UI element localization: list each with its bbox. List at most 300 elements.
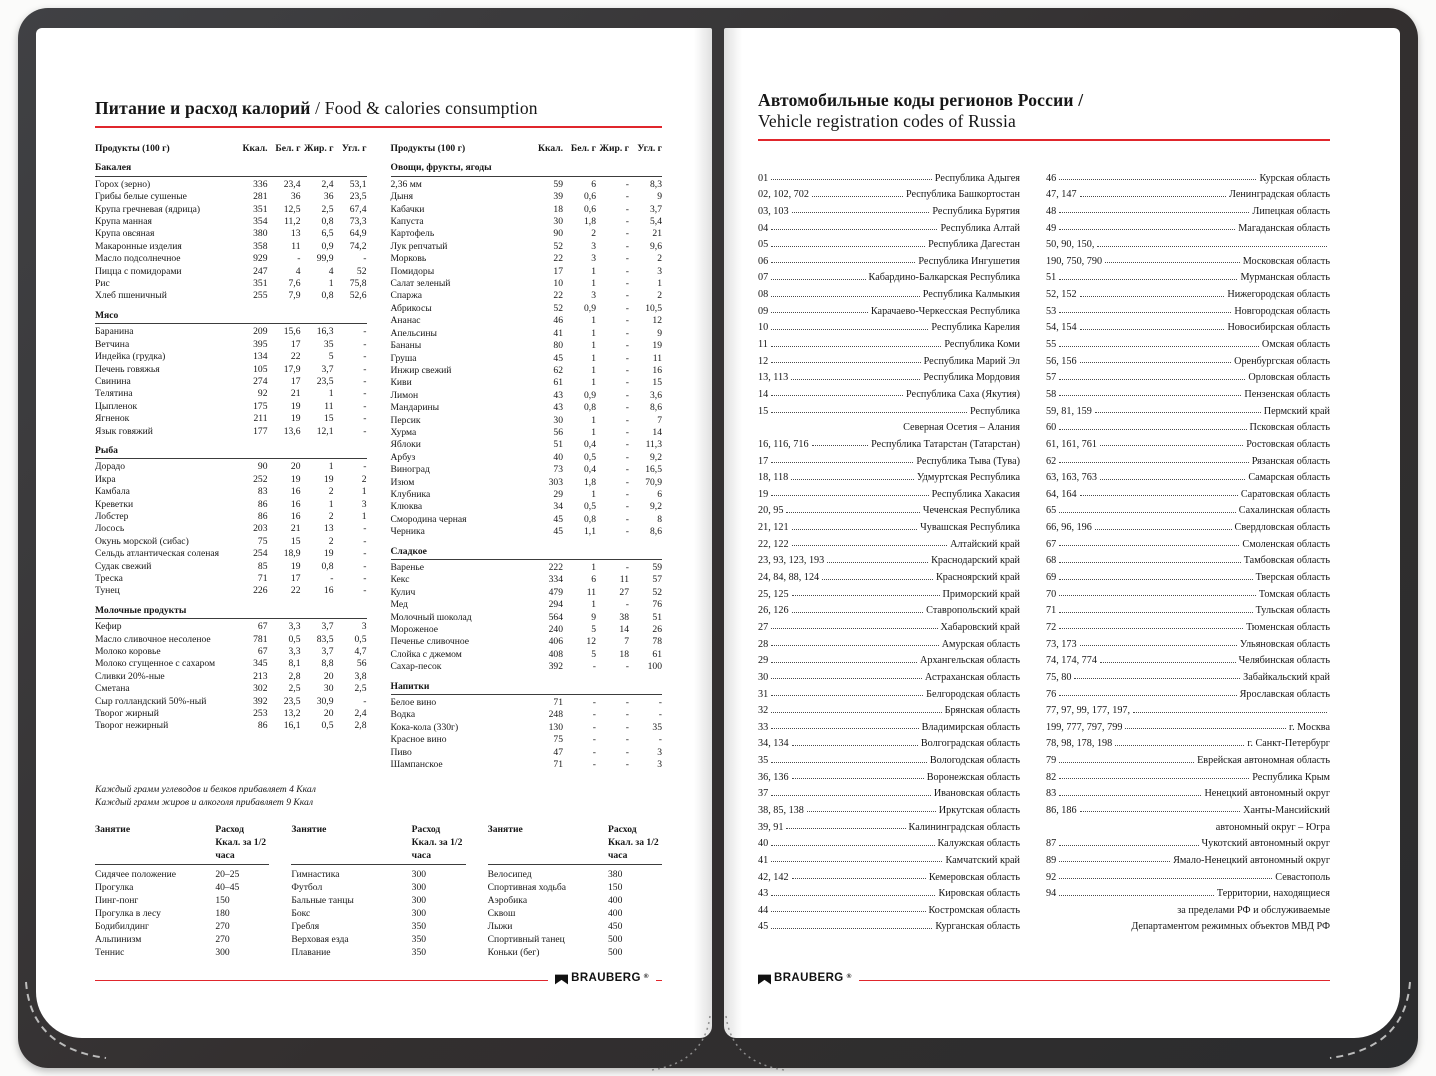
dotted-leader — [771, 762, 927, 763]
code-line — [1046, 516, 1330, 533]
food-value: 0,9 — [584, 389, 596, 401]
food-value: 240 — [548, 624, 563, 636]
food-name: Персик — [390, 414, 421, 426]
dotted-leader — [1100, 662, 1236, 663]
activity-name: Аэробика — [487, 894, 528, 906]
code-line — [1046, 433, 1330, 450]
region-name: Республика Саха (Якутия) — [906, 388, 1020, 400]
activity-value: 380 — [607, 868, 623, 880]
food-value: 56 — [553, 426, 563, 438]
food-value: 3 — [657, 759, 662, 771]
activity-name: Сидячее положение — [95, 868, 177, 880]
food-value: - — [658, 709, 662, 721]
code-line — [1046, 450, 1330, 467]
dotted-leader — [1080, 196, 1226, 197]
dotted-leader — [771, 728, 918, 729]
food-name: Крупа овсяная — [95, 228, 155, 240]
food-value: 351 — [253, 203, 268, 215]
food-value: 2,5 — [321, 203, 334, 215]
activity-row — [95, 881, 269, 894]
region-name: Кабардино-Балкарская Республика — [868, 272, 1020, 284]
food-row — [391, 315, 663, 327]
region-name: Ростовская область — [1246, 438, 1330, 450]
region-code: 08 — [758, 289, 769, 301]
region-name: Республика Хакасия — [931, 488, 1020, 500]
food-section-title: Мясо — [95, 310, 367, 324]
brauberg-wordmark: BRAUBERG — [774, 972, 844, 984]
food-value: 303 — [548, 476, 563, 488]
activity-value: 500 — [607, 946, 623, 958]
food-value: - — [363, 338, 367, 350]
dotted-leader — [791, 379, 920, 380]
food-value: 21 — [652, 228, 662, 240]
food-value: 2,5 — [354, 683, 367, 695]
region-code: 01 — [758, 172, 769, 184]
code-line — [758, 533, 1020, 550]
food-name: Арбуз — [390, 451, 416, 463]
food-value: - — [625, 513, 629, 525]
code-line — [758, 433, 1020, 450]
food-value: 209 — [253, 326, 268, 338]
food-value: - — [625, 228, 629, 240]
region-code: 34, 134 — [758, 738, 789, 750]
food-table-header — [391, 143, 663, 155]
food-name: Кефир — [95, 621, 122, 633]
food-value: 46 — [553, 315, 563, 327]
food-row — [95, 179, 367, 191]
food-row — [391, 489, 663, 501]
code-line — [758, 650, 1020, 667]
code-line — [758, 716, 1020, 733]
region-code: 54, 154 — [1046, 322, 1077, 334]
region-name: Брянская область — [944, 705, 1020, 717]
food-value: - — [625, 661, 629, 673]
region-name: Тюменская область — [1246, 621, 1330, 633]
region-code: 07 — [758, 272, 769, 284]
code-line — [1046, 566, 1330, 583]
food-name: Телятина — [95, 388, 133, 400]
code-line — [1046, 467, 1330, 484]
food-value: 16 — [323, 585, 334, 597]
food-row — [95, 290, 367, 302]
region-name: Амурская область — [941, 638, 1020, 650]
food-value: 19 — [290, 400, 301, 412]
code-line — [1046, 350, 1330, 367]
code-line — [758, 516, 1020, 533]
right-page-title-en: Vehicle registration codes of Russia — [758, 111, 1016, 131]
food-value: 1 — [361, 510, 367, 522]
food-value: - — [625, 377, 629, 389]
food-value: 17 — [290, 375, 301, 387]
food-value: 12,1 — [316, 425, 334, 437]
food-value: 22 — [553, 253, 563, 265]
food-value: 19 — [290, 413, 301, 425]
food-value: - — [363, 425, 367, 437]
food-value: 0,5 — [584, 451, 596, 463]
region-code: 57 — [1046, 372, 1057, 384]
food-row — [391, 191, 663, 203]
food-value: 3 — [657, 746, 662, 758]
dotted-leader — [1059, 895, 1214, 896]
dotted-leader — [1059, 778, 1249, 779]
region-code: 76 — [1046, 688, 1057, 700]
activity-name: Прогулка в лесу — [95, 907, 161, 919]
food-value: 105 — [253, 363, 268, 375]
food-name: Ананас — [390, 315, 421, 327]
food-value: 6 — [591, 178, 596, 190]
activity-name: Велосипед — [487, 868, 532, 880]
food-value: 0,6 — [584, 203, 596, 215]
food-value: 90 — [553, 228, 563, 240]
code-line — [1046, 333, 1330, 350]
food-value: 211 — [253, 413, 268, 425]
food-value: 27 — [619, 586, 629, 598]
food-value: 345 — [253, 658, 268, 670]
brauberg-wordmark: BRAUBERG — [571, 972, 641, 984]
activity-header-value: Расход Ккал. за 1/2 часа — [411, 823, 463, 861]
code-line — [758, 583, 1020, 600]
food-value: 75 — [257, 535, 268, 547]
food-value: 59 — [553, 178, 563, 190]
food-value: 30 — [323, 683, 334, 695]
dotted-leader — [791, 479, 914, 480]
region-code: 190, 750, 790 — [1046, 255, 1103, 267]
food-name: Язык говяжий — [95, 425, 153, 437]
food-value: - — [625, 562, 629, 573]
region-name: Смоленская область — [1242, 538, 1330, 550]
food-row — [95, 216, 367, 228]
food-row — [95, 461, 367, 473]
code-line — [758, 916, 1020, 933]
food-name: Клубника — [390, 488, 431, 500]
code-line — [758, 283, 1020, 300]
dotted-leader — [792, 778, 924, 779]
region-code: 56, 156 — [1046, 355, 1077, 367]
food-value: 52 — [553, 302, 563, 314]
code-line — [758, 483, 1020, 500]
food-name: Водка — [390, 709, 416, 721]
food-row — [95, 278, 367, 290]
food-value: 15 — [652, 377, 662, 389]
region-name: Ивановская область — [933, 788, 1020, 800]
region-code: 77, 97, 99, 177, 197, — [1046, 705, 1131, 717]
food-value: 11 — [324, 400, 334, 412]
activity-name: Сквош — [487, 907, 516, 919]
dotted-leader — [771, 928, 932, 929]
code-line — [758, 566, 1020, 583]
region-name: Ярославская область — [1239, 688, 1330, 700]
dotted-leader — [1125, 728, 1286, 729]
left-title-red-rule — [95, 126, 662, 128]
region-code: 73, 173 — [1046, 638, 1077, 650]
food-value: 247 — [253, 265, 268, 277]
region-code: 70 — [1046, 588, 1057, 600]
food-value: 12,5 — [283, 203, 301, 215]
food-row — [95, 671, 367, 683]
food-name: Молоко коровье — [95, 646, 161, 658]
dotted-leader — [771, 845, 934, 846]
food-value: 73,3 — [349, 216, 367, 228]
food-value: 479 — [548, 586, 563, 598]
food-value: 0,5 — [354, 633, 367, 645]
dotted-leader — [792, 595, 940, 596]
food-value: - — [625, 697, 629, 709]
food-name: Груша — [390, 352, 417, 364]
food-value: 3 — [361, 621, 367, 633]
region-code: 48 — [1046, 205, 1057, 217]
region-code: 16, 116, 716 — [758, 438, 809, 450]
calorie-note-2: Каждый грамм жиров и алкоголя прибавляет 9 Ккал — [95, 797, 314, 808]
region-code: 46 — [1046, 172, 1057, 184]
food-name: Свинина — [95, 375, 131, 387]
region-code: 17 — [758, 455, 769, 467]
food-value: 294 — [548, 599, 563, 611]
food-value: - — [363, 388, 367, 400]
food-value: 5 — [591, 648, 596, 660]
dotted-leader — [1095, 529, 1232, 530]
food-value: 10 — [553, 278, 563, 290]
food-value: 9 — [657, 191, 662, 203]
food-value: 0,8 — [584, 402, 596, 414]
food-name: Кока-кола (330г) — [390, 721, 459, 733]
food-value: 13 — [290, 228, 301, 240]
food-name: 2,36 мм — [390, 178, 422, 190]
left-page-title-en: / Food & calories consumption — [310, 98, 538, 118]
code-line — [1046, 367, 1330, 384]
food-value: 0,9 — [584, 302, 596, 314]
food-value: 5,4 — [650, 216, 662, 228]
code-line — [758, 317, 1020, 334]
food-value: 274 — [253, 375, 268, 387]
activity-header — [488, 823, 662, 865]
food-value: 2,8 — [288, 670, 301, 682]
food-value: 86 — [257, 498, 268, 510]
food-name: Баранина — [95, 326, 134, 338]
food-header-value: Жир. г — [599, 143, 629, 154]
dotted-leader — [771, 395, 903, 396]
food-name: Киви — [390, 377, 412, 389]
code-line — [758, 300, 1020, 317]
food-header-value: Ккал. — [537, 143, 563, 154]
region-code: 27 — [758, 621, 769, 633]
food-value: - — [625, 709, 629, 721]
food-header-value: Бел. г — [570, 143, 596, 154]
activity-row — [291, 894, 465, 907]
region-code: 13, 113 — [758, 372, 789, 384]
food-name: Капуста — [390, 216, 424, 228]
region-code: 49 — [1046, 222, 1057, 234]
activity-row — [291, 946, 465, 959]
region-name: Кировская область — [938, 888, 1020, 900]
food-value: 395 — [253, 338, 268, 350]
code-line — [758, 167, 1020, 184]
food-value: 17 — [290, 338, 301, 350]
dotted-leader — [786, 828, 905, 829]
region-name: Московская область — [1242, 255, 1330, 267]
food-row — [391, 526, 663, 538]
dotted-leader — [771, 645, 939, 646]
code-line — [758, 217, 1020, 234]
activity-value: 300 — [215, 946, 230, 958]
region-code: 02, 102, 702 — [758, 189, 809, 201]
code-line — [758, 700, 1020, 717]
activity-header-name: Занятие — [487, 823, 523, 835]
food-value: 5 — [591, 624, 596, 636]
food-value: 203 — [253, 523, 268, 535]
food-value: 222 — [548, 562, 563, 573]
food-row — [95, 585, 367, 597]
activity-row — [95, 946, 269, 959]
dotted-leader — [771, 695, 923, 696]
food-value: 130 — [548, 721, 563, 733]
calorie-notes — [95, 783, 662, 810]
food-value: 35 — [652, 721, 662, 733]
region-code: 06 — [758, 255, 769, 267]
food-row — [95, 621, 367, 633]
region-name: Архангельская область — [920, 655, 1020, 667]
food-value: 177 — [253, 425, 268, 437]
food-value: - — [625, 488, 629, 500]
region-code: 47, 147 — [1046, 189, 1077, 201]
region-code: 63, 163, 763 — [1046, 472, 1097, 484]
food-row — [391, 477, 663, 489]
food-name: Пиво — [390, 746, 412, 758]
food-row — [95, 351, 367, 363]
food-value: 213 — [253, 670, 268, 682]
food-value: 30,9 — [316, 695, 334, 707]
food-value: 0,4 — [584, 464, 596, 476]
food-value: 16,3 — [316, 326, 334, 338]
food-value: - — [625, 451, 629, 463]
region-name: Астраханская область — [924, 671, 1020, 683]
food-value: - — [625, 526, 629, 538]
activity-value: 300 — [411, 868, 427, 880]
food-value: 99,9 — [316, 253, 334, 265]
food-value: 2,8 — [354, 720, 367, 732]
dotted-leader — [1059, 179, 1256, 180]
food-value: 3 — [591, 253, 596, 265]
region-name-continuation: за пределами РФ и обслуживаемые — [1177, 904, 1330, 916]
food-row — [391, 734, 663, 746]
region-name: Республика Карелия — [931, 322, 1020, 334]
food-value: 253 — [253, 708, 268, 720]
region-name: Калининградская область — [908, 821, 1020, 833]
dotted-leader — [1059, 762, 1194, 763]
food-name: Творог жирный — [95, 708, 159, 720]
food-value: 17 — [553, 265, 563, 277]
food-value: 0,5 — [321, 720, 334, 732]
food-row — [391, 266, 663, 278]
food-value: 0,8 — [321, 216, 334, 228]
food-value: 15,6 — [283, 326, 301, 338]
food-value: - — [625, 278, 629, 290]
food-value: 1 — [591, 414, 596, 426]
food-value: 86 — [257, 510, 268, 522]
food-value: 1,1 — [584, 526, 596, 538]
region-name: Новосибирская область — [1227, 322, 1330, 334]
code-line — [1046, 783, 1330, 800]
region-code: 68 — [1046, 555, 1057, 567]
food-value: 11 — [619, 574, 629, 586]
food-value: 252 — [253, 473, 268, 485]
region-name: г. Санкт-Петербург — [1247, 738, 1330, 750]
region-name: Республика Калмыкия — [922, 289, 1020, 301]
food-value: 52 — [553, 240, 563, 252]
region-name: Псковская область — [1249, 422, 1330, 434]
code-line — [1046, 550, 1330, 567]
food-name: Белое вино — [390, 697, 437, 709]
region-name: Краснодарский край — [931, 555, 1020, 567]
code-line — [1046, 317, 1330, 334]
code-line — [758, 616, 1020, 633]
region-code: 36, 136 — [758, 771, 789, 783]
code-line — [1046, 483, 1330, 500]
food-value: 4 — [328, 265, 334, 277]
food-value: 14 — [619, 624, 629, 636]
region-code: 62 — [1046, 455, 1057, 467]
activity-value: 150 — [215, 894, 230, 906]
code-line — [1046, 217, 1330, 234]
food-value: 56 — [356, 658, 367, 670]
food-value: 10,5 — [645, 302, 662, 314]
food-name: Молоко сгущенное с сахаром — [95, 658, 216, 670]
region-code: 25, 125 — [758, 588, 789, 600]
food-name: Горох (зерно) — [95, 178, 151, 190]
region-name: Ханты-Мансийский — [1243, 804, 1330, 816]
dotted-leader — [1059, 462, 1249, 463]
region-name: Волгоградская область — [920, 738, 1020, 750]
food-value: - — [363, 573, 367, 584]
food-value: 9,6 — [650, 240, 662, 252]
food-value: 15 — [290, 535, 301, 547]
food-value: - — [625, 302, 629, 314]
dotted-leader — [771, 412, 967, 413]
food-value: 61 — [553, 377, 563, 389]
dotted-leader — [771, 861, 942, 862]
activity-row — [95, 907, 269, 920]
activity-value: 300 — [411, 894, 427, 906]
food-row — [95, 204, 367, 216]
food-value: 18,9 — [283, 548, 301, 560]
region-name: Приморский край — [942, 588, 1020, 600]
food-value: 45 — [553, 513, 563, 525]
activity-name: Гребля — [291, 920, 320, 932]
food-value: 57 — [652, 574, 662, 586]
dotted-leader — [771, 895, 935, 896]
region-code: 15 — [758, 405, 769, 417]
food-value: 0,8 — [584, 513, 596, 525]
food-value: 16 — [290, 486, 301, 498]
food-value: 1 — [328, 388, 334, 400]
food-value: 85 — [257, 560, 268, 572]
food-value: 7 — [624, 636, 629, 648]
food-value: 13,6 — [283, 425, 301, 437]
region-code: 52, 152 — [1046, 289, 1077, 301]
food-value: - — [625, 340, 629, 352]
code-line — [758, 783, 1020, 800]
region-name: Челябинская область — [1238, 655, 1330, 667]
food-value: 4 — [295, 265, 301, 277]
dotted-leader — [1100, 479, 1245, 480]
food-value: 1 — [591, 278, 596, 290]
food-value: 3,3 — [288, 621, 301, 633]
food-value: 30 — [553, 414, 563, 426]
food-value: 3,6 — [650, 389, 662, 401]
food-row — [391, 587, 663, 599]
region-name: Красноярский край — [935, 572, 1020, 584]
activity-name: Бодибилдинг — [95, 920, 149, 932]
right-page-footer — [758, 972, 1330, 984]
